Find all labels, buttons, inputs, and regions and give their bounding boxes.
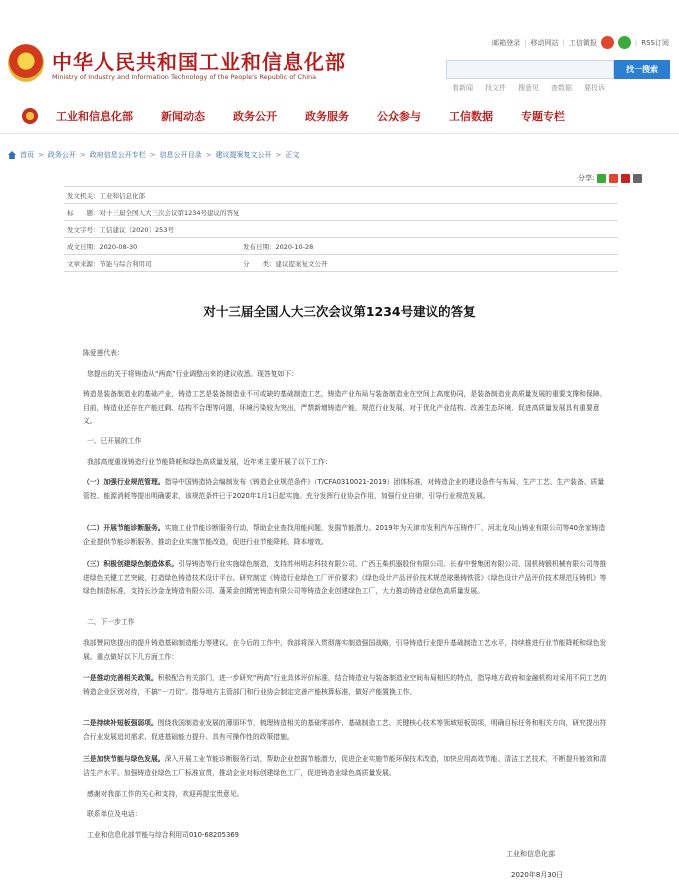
nav-item-gov-affairs[interactable]: 政务公开 <box>233 110 277 123</box>
breadcrumb-home[interactable]: 首页 <box>20 151 34 159</box>
work-item-1-heading: （一）加强行业规范管理。 <box>83 478 165 486</box>
breadcrumb-info-catalog[interactable]: 信息公开目录 <box>159 151 202 159</box>
intro-paragraph: 您提出的关于将铸造从“两高”行业调整出来的建议收悉。现答复如下： <box>87 370 298 378</box>
signature-org: 工业和信息化部 <box>506 850 555 858</box>
mail-login-link[interactable]: 邮箱登录 <box>492 38 521 47</box>
meta-title: 标 题：对十三届全国人大三次会议第1234号建议的答复 <box>64 204 618 221</box>
quick-link-news[interactable]: 看新闻 <box>452 84 473 92</box>
quick-link-data[interactable]: 查数据 <box>551 84 572 92</box>
section-heading-next: 二、下一步工作 <box>87 618 135 626</box>
background-paragraph: 铸造是装备制造业的基础产业，铸造工艺是装备制造业不可或缺的基础制造工艺，铸造产业布局与装备制造业在空间上高度协同，是装备制造业高质量发展的重要支撑和保障。目前，铸造业还存在产能过剩、结构不合理等问题，环境污染较为突出，严禁新增铸造产能，规范行业发展，对于优化产业结构、改善生态环境、促进高质量发展具有重要意义。 <box>83 390 607 425</box>
main-nav <box>0 104 679 128</box>
national-emblem-icon <box>8 44 44 82</box>
nav-item-services[interactable]: 政务服务 <box>305 110 349 123</box>
site-title[interactable]: 中华人民共和国工业和信息化部 <box>52 50 346 74</box>
work-item-1 <box>83 476 609 503</box>
breadcrumb: 首页 > 政务公开 > 政府信息公开专栏 > 信息公开目录 > 建议提案复文公开 > 正文 <box>8 150 299 160</box>
next-intro-paragraph: 我部赞同您提出的提升铸造基础制造能力等建议。在今后的工作中，我部将深入贯彻落实制造强国战略，引导铸造行业提升基础制造工艺水平，持续推进行业节能降耗和绿色发展。重点做好以下几方面工作： <box>83 639 607 661</box>
ministry-logo-icon <box>22 108 38 124</box>
next-item-1-heading: 一是推动完善相关政策。 <box>83 674 158 682</box>
section-heading-done: 一、已开展的工作 <box>87 437 142 445</box>
contact-label: 联系单位及电话： <box>87 810 142 818</box>
nav-item-topics[interactable]: 专题专栏 <box>521 110 565 123</box>
breadcrumb-gov-affairs[interactable]: 政务公开 <box>47 151 76 159</box>
home-icon <box>8 151 16 159</box>
nav-item-participation[interactable]: 公众参与 <box>377 110 421 123</box>
work-item-3-text: 引导铸造等行业实施绿色制造，支持苏州明志科技有限公司、广西玉柴机器股份有限公司、长春中誉集团有限公司、国机铸锻机械有限公司等推进绿色关键工艺突破，打造绿色铸造技术设计平台。研究制定《铸造行业绿色工厂评价要求》《绿色设计产品评价技术规范球墨铸铁管》《绿色设计产品评价技术规范压铸机》等绿色制造标准，支持长沙金龙铸造有限公司、蓬莱金创精密铸造有限公司等铸造企业创建绿色工厂，大力推动铸造业绿色高质量发展。 <box>83 560 607 595</box>
share-label: 分享: <box>578 174 595 182</box>
next-item-1-text: 积极配合有关部门，进一步研究“两高”行业具体评价标准，结合铸造业与装备制造业空间布局相匹的特点，指导地方政府和金融机构对采用不同工艺的铸造企业区别对待，不搞“一刀切”。指导地方主管部门和行业协会制定完善产能核算标准，做好产能置换工作。 <box>83 674 607 696</box>
contact-info: 工业和信息化部节能与综合利用司010-68205369 <box>87 831 239 839</box>
meta-created-date: 成文日期：2020-08-30 <box>64 238 240 255</box>
work-item-3 <box>83 558 609 599</box>
nav-divider <box>0 133 679 134</box>
share-bar <box>578 173 642 183</box>
quick-link-opinions[interactable]: 搜意见 <box>518 84 539 92</box>
nav-item-news[interactable]: 新闻动态 <box>161 110 205 123</box>
nav-item-data[interactable]: 工信数据 <box>449 110 493 123</box>
site-subtitle: Ministry of Industry and Information Technology of the People's Republic of China <box>52 73 317 81</box>
nav-item-ministry[interactable]: 工业和信息化部 <box>56 110 133 123</box>
work-intro-paragraph: 我部高度重视铸造行业节能降耗和绿色高质量发展，近年来主要开展了以下工作： <box>87 458 332 466</box>
salutation: 陈爱莲代表： <box>83 349 124 357</box>
work-item-2-text: 实施工业节能诊断服务行动，帮助企业查找用能问题，发掘节能潜力。2019年为天津市发利汽车压铸件厂、河北龙凤山铸业有限公司等40余家铸造企业提供节能诊断服务，推动企业实施节能改造，促进行业节能降耗、降本增效。 <box>83 524 606 546</box>
pdf-icon[interactable] <box>621 174 630 183</box>
document-title: 对十三届全国人大三次会议第1234号建议的答复 <box>203 304 476 319</box>
quick-link-complaint[interactable]: 要投诉 <box>584 84 605 92</box>
top-links: 邮箱登录 | 移动网站 | 工信微报 | RSS订阅 <box>492 36 669 49</box>
work-item-1-text: 指导中国铸造协会编制发布《铸造企业规范条件》（T/CFA0310021-2019）团体标准，对铸造企业的建设条件与布局、生产工艺、生产装备、质量管控、能源消耗等提出明确要求，该规范条件已于2020年1月1日起实施。充分发挥行业协会作用，加强行业自律，引导行业规范发展。 <box>83 478 605 500</box>
breadcrumb-current: 正文 <box>285 151 300 159</box>
weibo-link[interactable]: 工信微报 <box>568 38 597 47</box>
meta-issuer: 发文机关：工业和信息化部 <box>64 187 618 204</box>
next-item-3-heading: 三是加快节能与绿色发展。 <box>83 755 165 763</box>
weibo-share-icon[interactable] <box>609 174 618 183</box>
print-icon[interactable] <box>633 174 642 183</box>
work-item-2-heading: （二）开展节能诊断服务。 <box>83 524 165 532</box>
breadcrumb-info-column[interactable]: 政府信息公开专栏 <box>89 151 146 159</box>
document-meta-table <box>64 186 618 272</box>
meta-category: 分 类：建议提案复文公开 <box>240 255 618 272</box>
meta-source: 文章来源：节能与综合利用司 <box>64 255 240 272</box>
weibo-icon[interactable] <box>601 36 614 49</box>
next-item-2-heading: 二是持续补短板强弱项。 <box>83 719 158 727</box>
meta-published-date: 发布日期：2020-10-28 <box>240 238 618 255</box>
wechat-share-icon[interactable] <box>597 174 606 183</box>
next-item-3 <box>83 753 609 780</box>
next-item-2-text: 围绕我国制造业发展的薄弱环节，梳理铸造相关的基础零部件、基础制造工艺、关键核心技术等领域短板弱项，明确目标任务和相关方向，研究提出符合行业发展追切需求、促进基础能力提升、具有可操作性的政策措施。 <box>83 719 607 741</box>
search-quick-links <box>452 83 605 93</box>
search-button[interactable]: 找一搜索 <box>614 60 670 79</box>
next-item-1 <box>83 672 609 699</box>
wechat-icon[interactable] <box>618 36 631 49</box>
work-item-3-heading: （三）积极创建绿色制造体系。 <box>83 560 179 568</box>
quick-link-files[interactable]: 找文件 <box>485 84 506 92</box>
closing-paragraph: 感谢对我部工作的关心和支持，欢迎再提宝贵意见。 <box>87 790 244 798</box>
search-input[interactable] <box>446 60 614 79</box>
next-item-3-text: 深入开展工业节能诊断服务行动，帮助企业挖掘节能潜力，促进企业实施节能环保技术改造，加快应用高效节能、清洁工艺技术，不断提升能效和清洁生产水平。加强铸造业绿色工厂标准宣贯，推动企业对标创建绿色工厂，促进铸造业绿色高质量发展。 <box>83 755 607 777</box>
mobile-site-link[interactable]: 移动网站 <box>530 38 559 47</box>
signature-date: 2020年8月30日 <box>511 871 564 879</box>
next-item-2 <box>83 717 609 744</box>
rss-link[interactable]: RSS订阅 <box>641 38 669 47</box>
work-item-2 <box>83 522 609 549</box>
meta-doc-number: 发文字号：工信建议〔2020〕253号 <box>64 221 618 238</box>
breadcrumb-proposal-replies[interactable]: 建议提案复文公开 <box>215 151 272 159</box>
